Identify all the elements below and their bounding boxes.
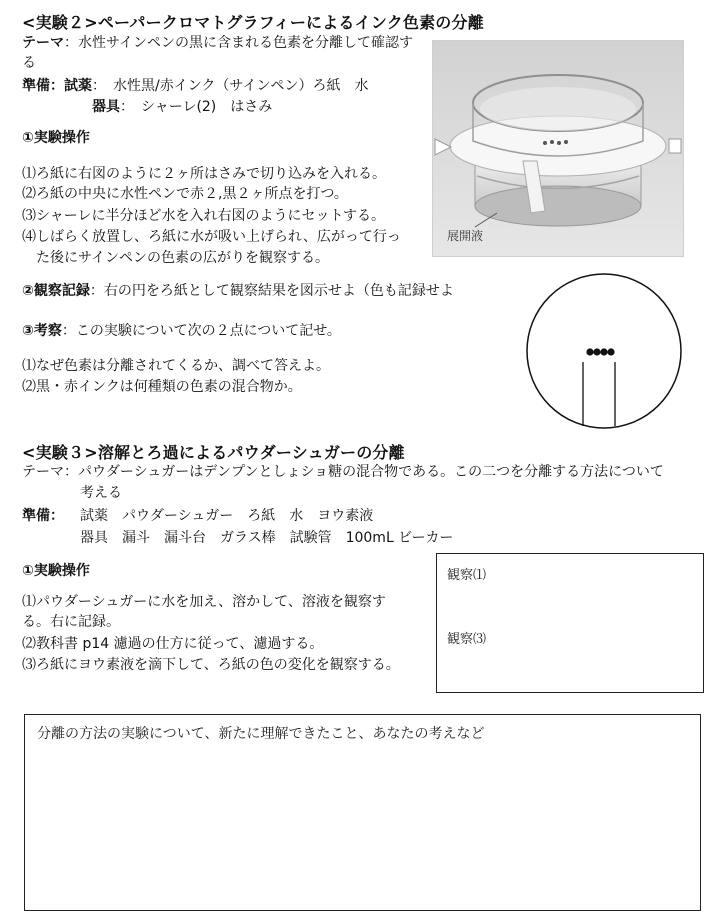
exp2-record xyxy=(22,281,454,301)
exp2-prep-label: 準備：試薬 xyxy=(22,78,92,94)
exp3-title: <実験３>溶解とろ過によるパウダーシュガーの分離 xyxy=(22,443,405,462)
exp3-procedure-title: ①実験操作 xyxy=(22,563,90,579)
exp2-theme xyxy=(22,33,413,53)
observation-box[interactable] xyxy=(436,553,704,693)
exp2-theme-cont: る xyxy=(22,55,36,71)
exp3-prep-reagents: 試薬 パウダーシュガー ろ紙 水 ヨウ素液 xyxy=(80,508,374,524)
exp2-discussion-label: ③考察 xyxy=(22,323,62,339)
exp3-theme-cont: 考える xyxy=(80,485,122,501)
exp2-step-4-cont: た後にサインペンの色素の広がりを観察する。 xyxy=(22,250,330,266)
exp2-title: <実験２>ペーパークロマトグラフィーによるインク色素の分離 xyxy=(22,13,484,32)
exp2-tools-text: ： シャーレ(2) はさみ xyxy=(120,99,273,115)
observation-1-label: 観察⑴ xyxy=(447,568,487,583)
exp2-step-3: ⑶シャーレに半分ほど水を入れ右図のようにセットする。 xyxy=(22,208,386,224)
reflection-prompt: 分離の方法の実験について、新たに理解できたこと、あなたの考えなど xyxy=(37,726,485,742)
filter-paper-circle[interactable] xyxy=(520,272,690,432)
exp2-theme-label: テーマ xyxy=(22,35,64,51)
reflection-box[interactable] xyxy=(24,714,701,911)
ink-dot xyxy=(593,348,600,355)
exp2-step-2: ⑵ろ紙の中央に水性ペンで赤２,黒２ヶ所点を打つ。 xyxy=(22,186,348,202)
exp3-step-1-cont: る。右に記録。 xyxy=(22,614,120,630)
exp2-prep-tools xyxy=(92,97,272,117)
exp2-discussion xyxy=(22,321,341,341)
exp2-tools-label: 器具 xyxy=(92,99,120,115)
exp2-procedure-title: ①実験操作 xyxy=(22,130,90,146)
observation-3-label: 観察⑶ xyxy=(447,632,487,647)
petri-dish-illustration xyxy=(433,41,683,256)
ink-dot xyxy=(607,348,614,355)
exp2-theme-text: ：水性サインペンの黒に含まれる色素を分離して確認す xyxy=(64,35,414,51)
exp3-step-1: ⑴パウダーシュガーに水を加え、溶かして、溶液を観察す xyxy=(22,594,386,610)
exp3-step-3: ⑶ろ紙にヨウ素液を滴下して、ろ紙の色の変化を観察する。 xyxy=(22,657,400,673)
exp3-theme: テーマ：パウダーシュガーはデンプンとしょショ糖の混合物である。この二つを分離する方法について xyxy=(22,464,664,480)
ink-dot xyxy=(600,348,607,355)
ink-dot xyxy=(586,348,593,355)
exp2-record-text: ：右の円をろ紙として観察結果を図示せよ（色も記録せよ xyxy=(89,283,454,299)
photo-caption: 展開液 xyxy=(447,229,484,243)
exp3-prep-tools: 器具 漏斗 漏斗台 ガラス棒 試験管 100mL ビーカー xyxy=(80,530,454,546)
exp2-step-4: ⑷しばらく放置し、ろ紙に水が吸い上げられ、広がって行っ xyxy=(22,229,401,245)
exp2-question-2: ⑵黒・赤インクは何種類の色素の混合物か。 xyxy=(22,379,302,395)
exp3-step-2: ⑵教科書 p14 濾過の仕方に従って、濾過する。 xyxy=(22,636,324,652)
petri-dish-photo xyxy=(432,40,684,257)
exp2-discussion-text: ：この実験について次の２点について記せ。 xyxy=(61,323,341,339)
exp2-step-1: ⑴ろ紙に右図のように２ヶ所はさみで切り込みを入れる。 xyxy=(22,166,386,182)
exp2-prep-reagents xyxy=(22,76,368,96)
exp2-question-1: ⑴なぜ色素は分離されてくるか、調べて答えよ。 xyxy=(22,358,330,374)
exp2-record-label: ②観察記録 xyxy=(22,283,90,299)
exp3-prep-label: 準備： xyxy=(22,508,64,524)
exp2-reagents-text: ： 水性黒/赤インク（サインペン）ろ紙 水 xyxy=(92,78,369,94)
